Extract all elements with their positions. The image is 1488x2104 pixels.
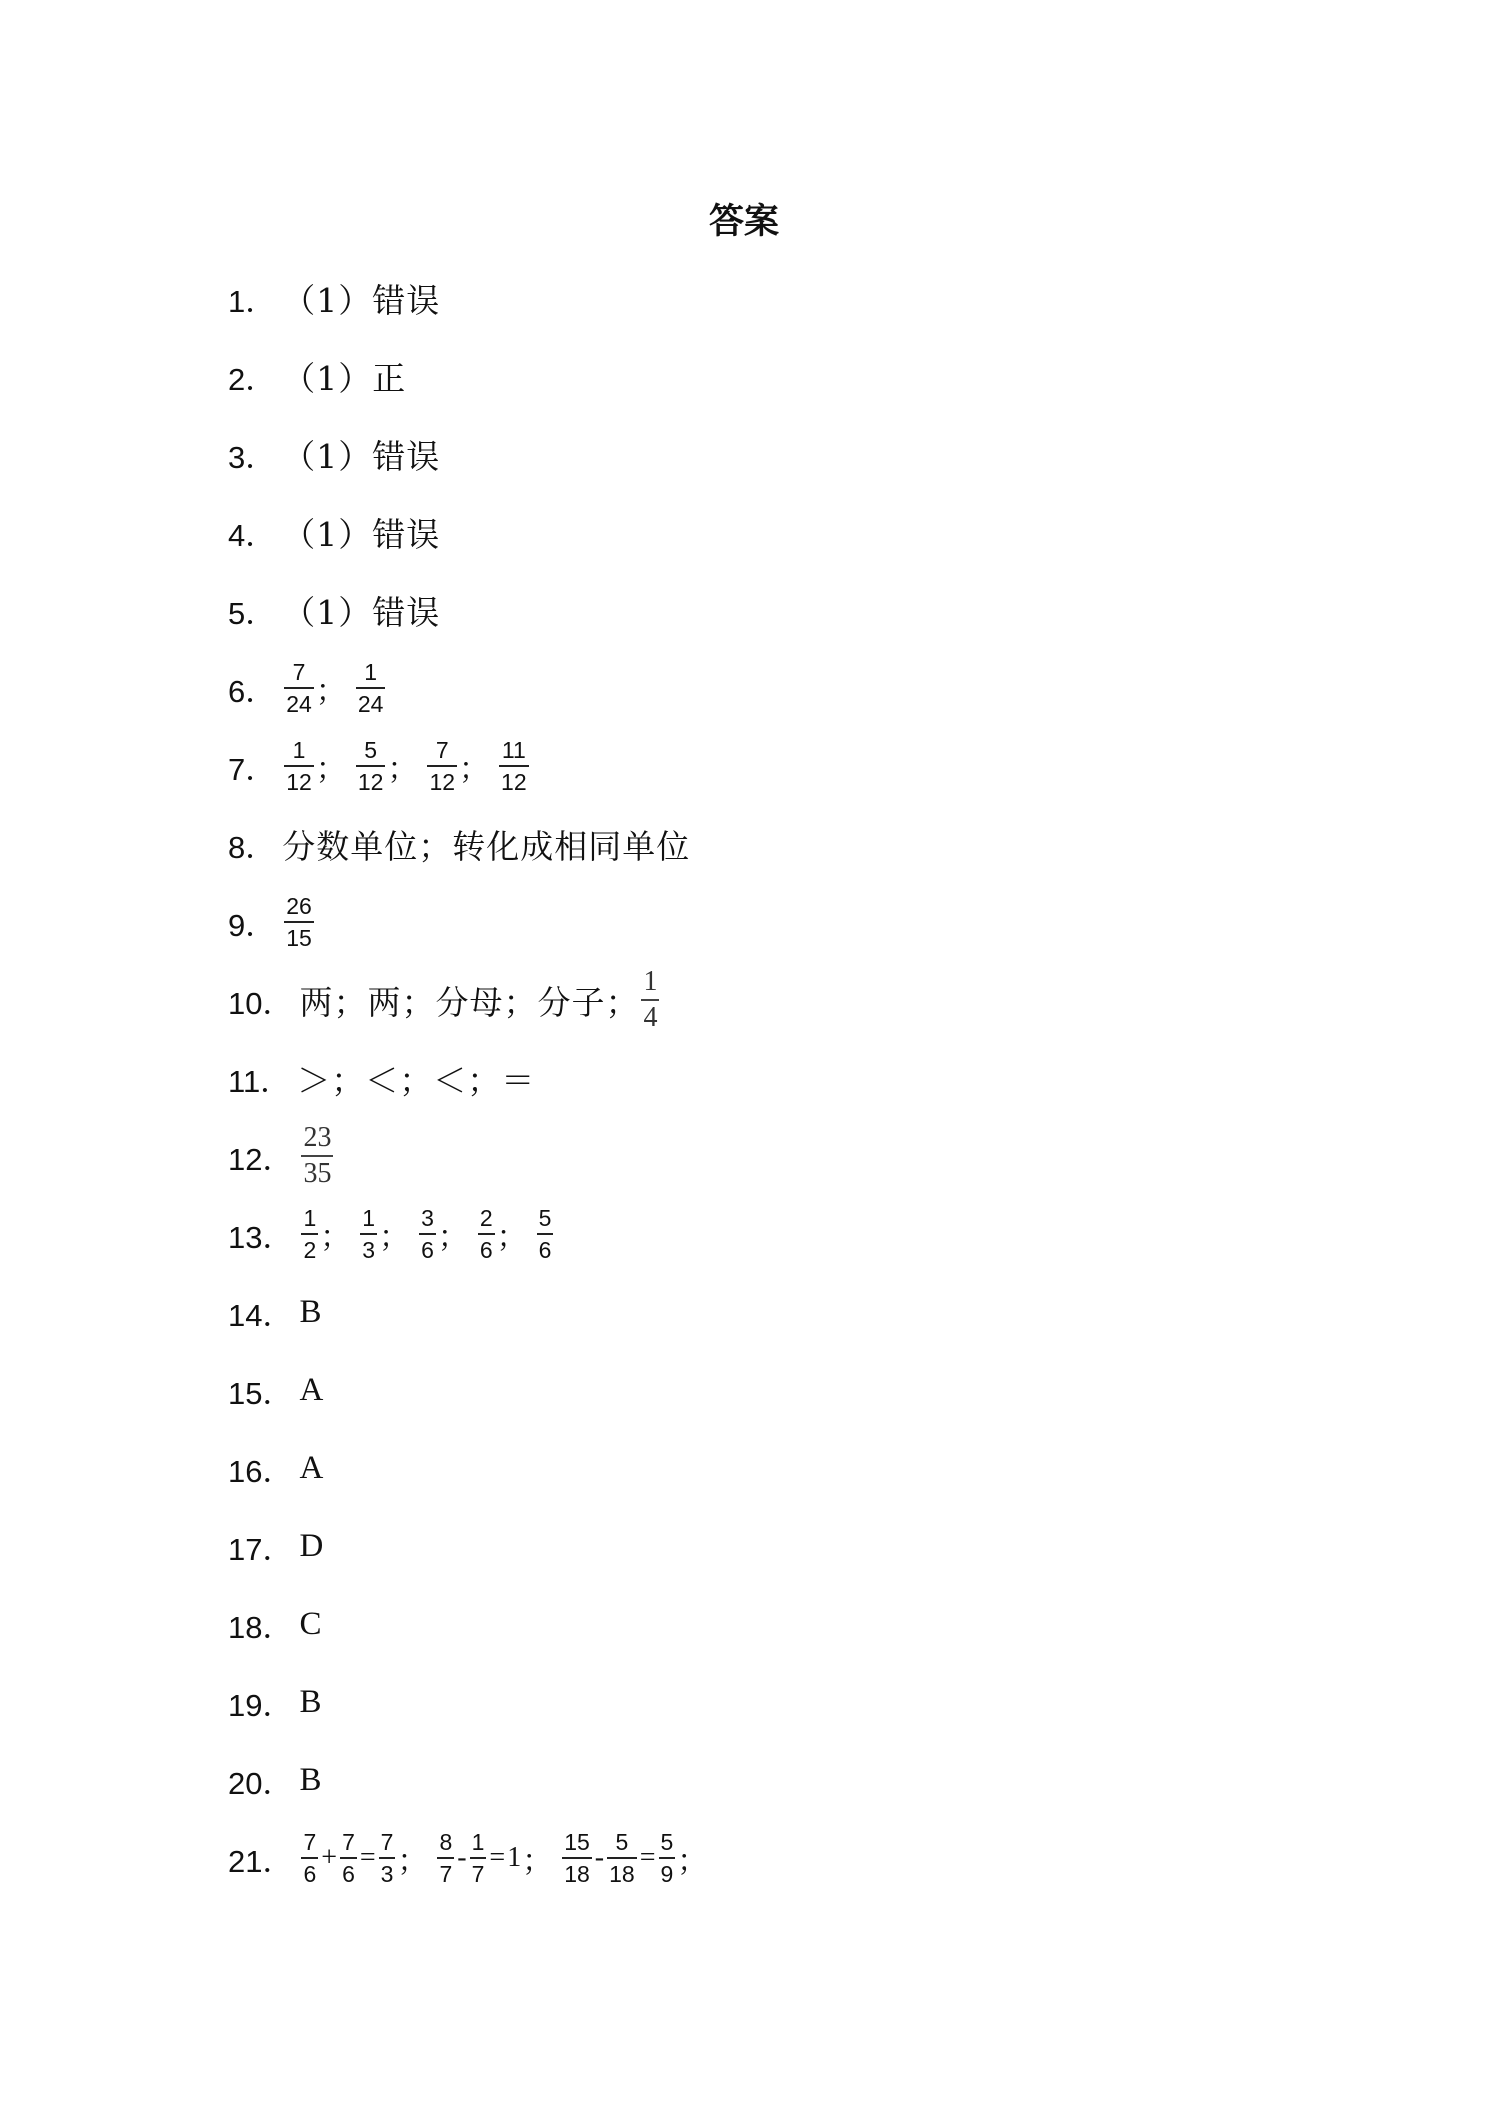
- fraction: [284, 657, 314, 719]
- fraction: [379, 1827, 396, 1889]
- denominator: 12: [284, 765, 314, 797]
- answer-5: [228, 578, 440, 642]
- separator: ；: [496, 1220, 527, 1255]
- fraction: [607, 1827, 637, 1889]
- denominator: 24: [284, 687, 314, 719]
- denominator: 9: [659, 1857, 676, 1889]
- fraction: [419, 1203, 436, 1265]
- separator: ；: [459, 752, 490, 787]
- answer-choice: B: [299, 1761, 322, 1798]
- answer-number: 20．: [228, 1765, 294, 1801]
- denominator: 3: [360, 1233, 377, 1265]
- answer-choice: B: [299, 1683, 322, 1720]
- numerator: 1: [292, 737, 306, 763]
- answer-19: [228, 1670, 322, 1734]
- operator: -: [594, 1842, 605, 1873]
- fraction: [356, 657, 386, 719]
- denominator: 4: [641, 999, 659, 1035]
- fraction: [659, 1827, 676, 1889]
- answer-choice: A: [299, 1371, 324, 1408]
- answer-14: [228, 1280, 322, 1344]
- equals-sign: =: [639, 1842, 656, 1873]
- denominator: 6: [301, 1857, 318, 1889]
- fraction: [437, 1827, 454, 1889]
- answer-2: [228, 344, 406, 408]
- fraction: [301, 1203, 318, 1265]
- numerator: 1: [643, 966, 658, 997]
- answer-20: [228, 1748, 322, 1812]
- answer-11: [228, 1046, 535, 1110]
- answer-6: [228, 656, 387, 720]
- denominator: 7: [470, 1857, 487, 1889]
- numerator: 11: [501, 737, 526, 763]
- equals-sign: =: [359, 1842, 376, 1873]
- answer-1: [228, 266, 440, 330]
- denominator: 18: [562, 1857, 592, 1889]
- numerator: 3: [421, 1205, 434, 1231]
- answer-choice: A: [299, 1449, 324, 1486]
- answer-text: ＞；＜；＜；＝: [297, 1060, 536, 1100]
- denominator: 6: [537, 1233, 554, 1265]
- numerator: 2: [479, 1205, 493, 1231]
- denominator: 6: [478, 1233, 495, 1265]
- answer-number: 16．: [228, 1453, 294, 1489]
- answer-number: 9．: [228, 907, 277, 943]
- answer-choice: B: [299, 1293, 322, 1330]
- answer-3: [228, 422, 440, 486]
- separator: ；: [387, 752, 418, 787]
- denominator: 12: [499, 765, 529, 797]
- answer-choice: C: [299, 1605, 322, 1642]
- fraction: [301, 1121, 333, 1191]
- answer-text: （1）错误: [282, 280, 441, 320]
- separator: ；: [320, 1220, 351, 1255]
- result-value: 1: [507, 1842, 522, 1873]
- denominator: 3: [379, 1857, 396, 1889]
- numerator: 26: [286, 893, 312, 919]
- numerator: 5: [660, 1829, 674, 1855]
- equals-sign: =: [489, 1842, 506, 1873]
- answer-number: 15．: [228, 1375, 294, 1411]
- answer-text: （1）错误: [282, 592, 441, 632]
- answer-18: [228, 1592, 322, 1656]
- answer-number: 17．: [228, 1531, 294, 1567]
- answer-number: 21．: [228, 1843, 294, 1879]
- fraction: [478, 1203, 495, 1265]
- numerator: 7: [342, 1829, 355, 1855]
- fraction: [284, 735, 314, 797]
- answer-number: 13．: [228, 1219, 294, 1255]
- answer-number: 11．: [228, 1063, 292, 1099]
- denominator: 12: [427, 765, 457, 797]
- answer-number: 7．: [228, 751, 277, 787]
- answer-4: [228, 500, 440, 564]
- separator: ；: [315, 752, 346, 787]
- answer-15: [228, 1358, 323, 1422]
- denominator: 24: [356, 687, 386, 719]
- separator: ；: [397, 1844, 428, 1879]
- answer-number: 14．: [228, 1297, 294, 1333]
- fraction: [537, 1203, 554, 1265]
- numerator: 7: [380, 1829, 394, 1855]
- fraction: [427, 735, 457, 797]
- denominator: 6: [419, 1233, 436, 1265]
- answer-number: 10．: [228, 985, 294, 1021]
- answer-10: [228, 968, 661, 1032]
- denominator: 6: [340, 1857, 357, 1889]
- denominator: 7: [437, 1857, 454, 1889]
- fraction: [284, 891, 314, 953]
- fraction: [360, 1203, 377, 1265]
- answer-text: （1）错误: [282, 436, 441, 476]
- answer-text: （1）正: [282, 358, 407, 398]
- answer-number: 8．: [228, 829, 277, 865]
- answer-text: 两；两；分母；分子；: [299, 982, 640, 1022]
- answer-13: [228, 1202, 555, 1266]
- numerator: 5: [364, 737, 378, 763]
- answer-number: 18．: [228, 1609, 294, 1645]
- answer-8: [228, 812, 690, 876]
- numerator: 5: [538, 1205, 552, 1231]
- denominator: 2: [301, 1233, 318, 1265]
- answer-text: （1）错误: [282, 514, 441, 554]
- separator: ；: [437, 1220, 468, 1255]
- answer-number: 4．: [228, 517, 277, 553]
- fraction: [499, 735, 529, 797]
- denominator: 35: [301, 1155, 333, 1191]
- fraction: [301, 1827, 318, 1889]
- answer-16: [228, 1436, 323, 1500]
- separator: ；: [315, 674, 346, 709]
- answer-number: 1．: [228, 283, 277, 319]
- answer-choice: D: [299, 1527, 324, 1564]
- answer-text: 分数单位；转化成相同单位: [282, 826, 691, 866]
- numerator: 1: [362, 1205, 376, 1231]
- separator: ；: [677, 1844, 708, 1879]
- fraction: [470, 1827, 487, 1889]
- answer-number: 6．: [228, 673, 277, 709]
- fraction: [356, 735, 386, 797]
- answer-number: 12．: [228, 1141, 294, 1177]
- numerator: 1: [303, 1205, 317, 1231]
- answer-number: 5．: [228, 595, 277, 631]
- answer-number: 2．: [228, 361, 277, 397]
- numerator: 1: [471, 1829, 485, 1855]
- separator: ；: [379, 1220, 410, 1255]
- numerator: 7: [435, 737, 449, 763]
- denominator: 18: [607, 1857, 637, 1889]
- answer-number: 3．: [228, 439, 277, 475]
- page-title: 答案: [708, 202, 779, 242]
- numerator: 23: [303, 1122, 332, 1153]
- denominator: 15: [284, 921, 314, 953]
- separator: ；: [522, 1844, 553, 1879]
- operator: +: [321, 1842, 338, 1873]
- answer-21: [228, 1826, 715, 1890]
- numerator: 15: [564, 1829, 590, 1855]
- numerator: 7: [303, 1829, 317, 1855]
- numerator: 1: [364, 659, 378, 685]
- numerator: 7: [292, 659, 306, 685]
- answer-7: [228, 734, 531, 798]
- answer-12: [228, 1124, 335, 1188]
- operator: -: [457, 1842, 467, 1873]
- denominator: 12: [356, 765, 386, 797]
- numerator: 5: [615, 1829, 629, 1855]
- answer-17: [228, 1514, 323, 1578]
- numerator: 8: [439, 1829, 453, 1855]
- fraction: [340, 1827, 357, 1889]
- fraction: [562, 1827, 592, 1889]
- answer-9: [228, 890, 316, 954]
- fraction: [641, 965, 659, 1035]
- answer-number: 19．: [228, 1687, 294, 1723]
